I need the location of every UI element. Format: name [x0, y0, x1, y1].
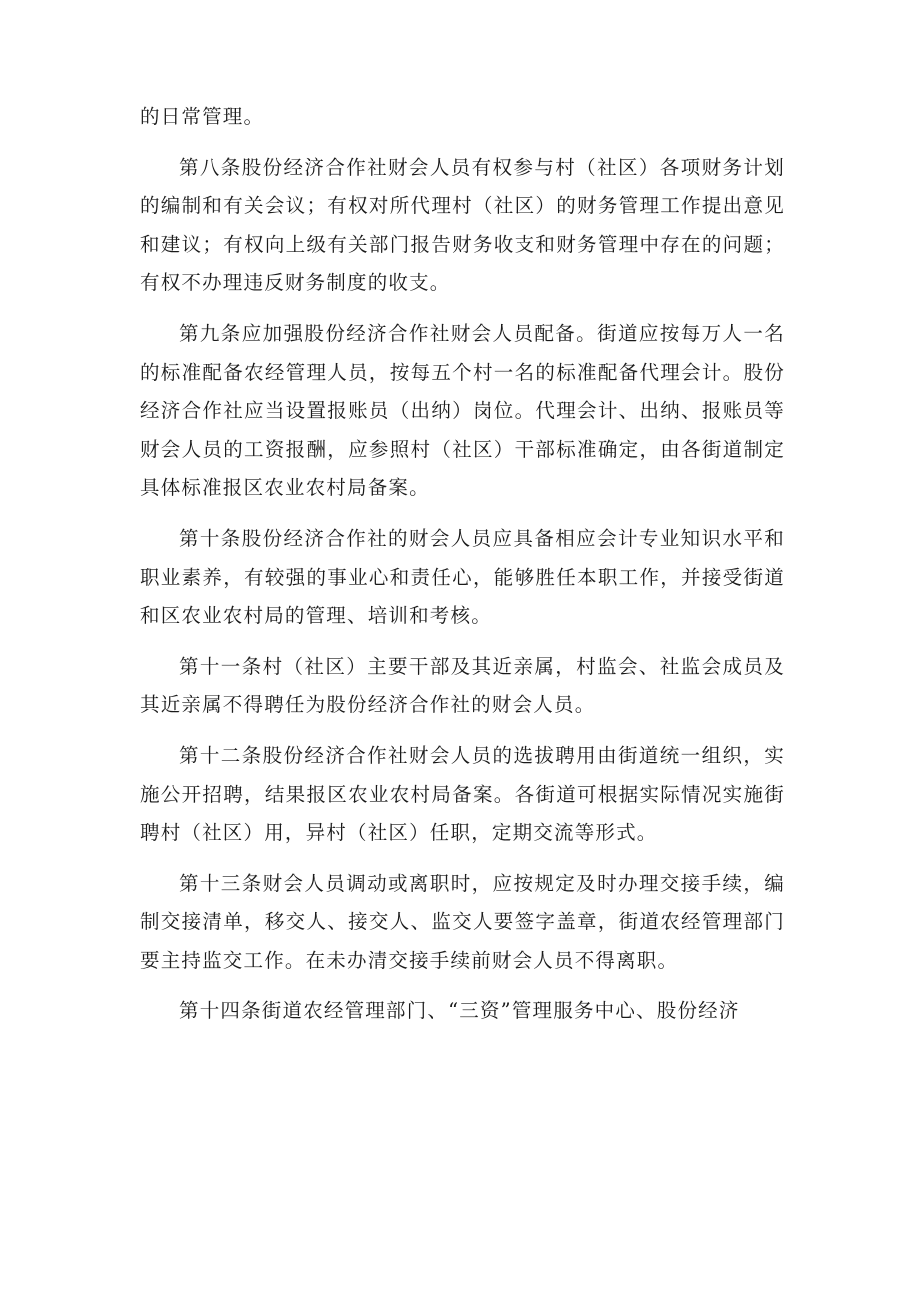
paragraph-article-12: 第十二条股份经济合作社财会人员的选拔聘用由街道统一组织，实施公开招聘，结果报区农业农村局备案。各街道可根据实际情况实施街聘村（社区）用，异村（社区）任职，定期交流等形式。 — [140, 743, 785, 845]
paragraph-article-10: 第十条股份经济合作社的财会人员应具备相应会计专业知识水平和职业素养，有较强的事业心和责任心，能够胜任本职工作，并接受街道和区农业农村局的管理、培训和考核。 — [140, 526, 785, 628]
document-body — [140, 98, 785, 1043]
paragraph-continuation: 的日常管理。 — [140, 105, 265, 128]
paragraph-article-14: 第十四条街道农经管理部门、“三资”管理服务中心、股份经济 — [179, 999, 740, 1023]
paragraph-article-8: 第八条股份经济合作社财会人员有权参与村（社区）各项财务计划的编制和有关会议；有权对所代理村（社区）的财务管理工作提出意见和建议；有权向上级有关部门报告财务收支和财务管理中存在的问题；有权不办理违反财务制度的收支。 — [140, 155, 785, 295]
paragraph-article-13: 第十三条财会人员调动或离职时，应按规定及时办理交接手续，编制交接清单，移交人、接交人、监交人要签字盖章，街道农经管理部门要主持监交工作。在未办清交接手续前财会人员不得离职。 — [140, 871, 785, 972]
paragraph-article-9: 第九条应加强股份经济合作社财会人员配备。街道应按每万人一名的标准配备农经管理人员，按每五个村一名的标准配备代理会计。股份经济合作社应当设置报账员（出纳）岗位。代理会计、出纳、报账员等财会人员的工资报酬，应参照村（社区）干部标准确定，由各街道制定具体标准报区农业农村局备案。 — [140, 321, 785, 500]
paragraph-article-11: 第十一条村（社区）主要干部及其近亲属，村监会、社监会成员及其近亲属不得聘任为股份经济合作社的财会人员。 — [140, 654, 785, 717]
